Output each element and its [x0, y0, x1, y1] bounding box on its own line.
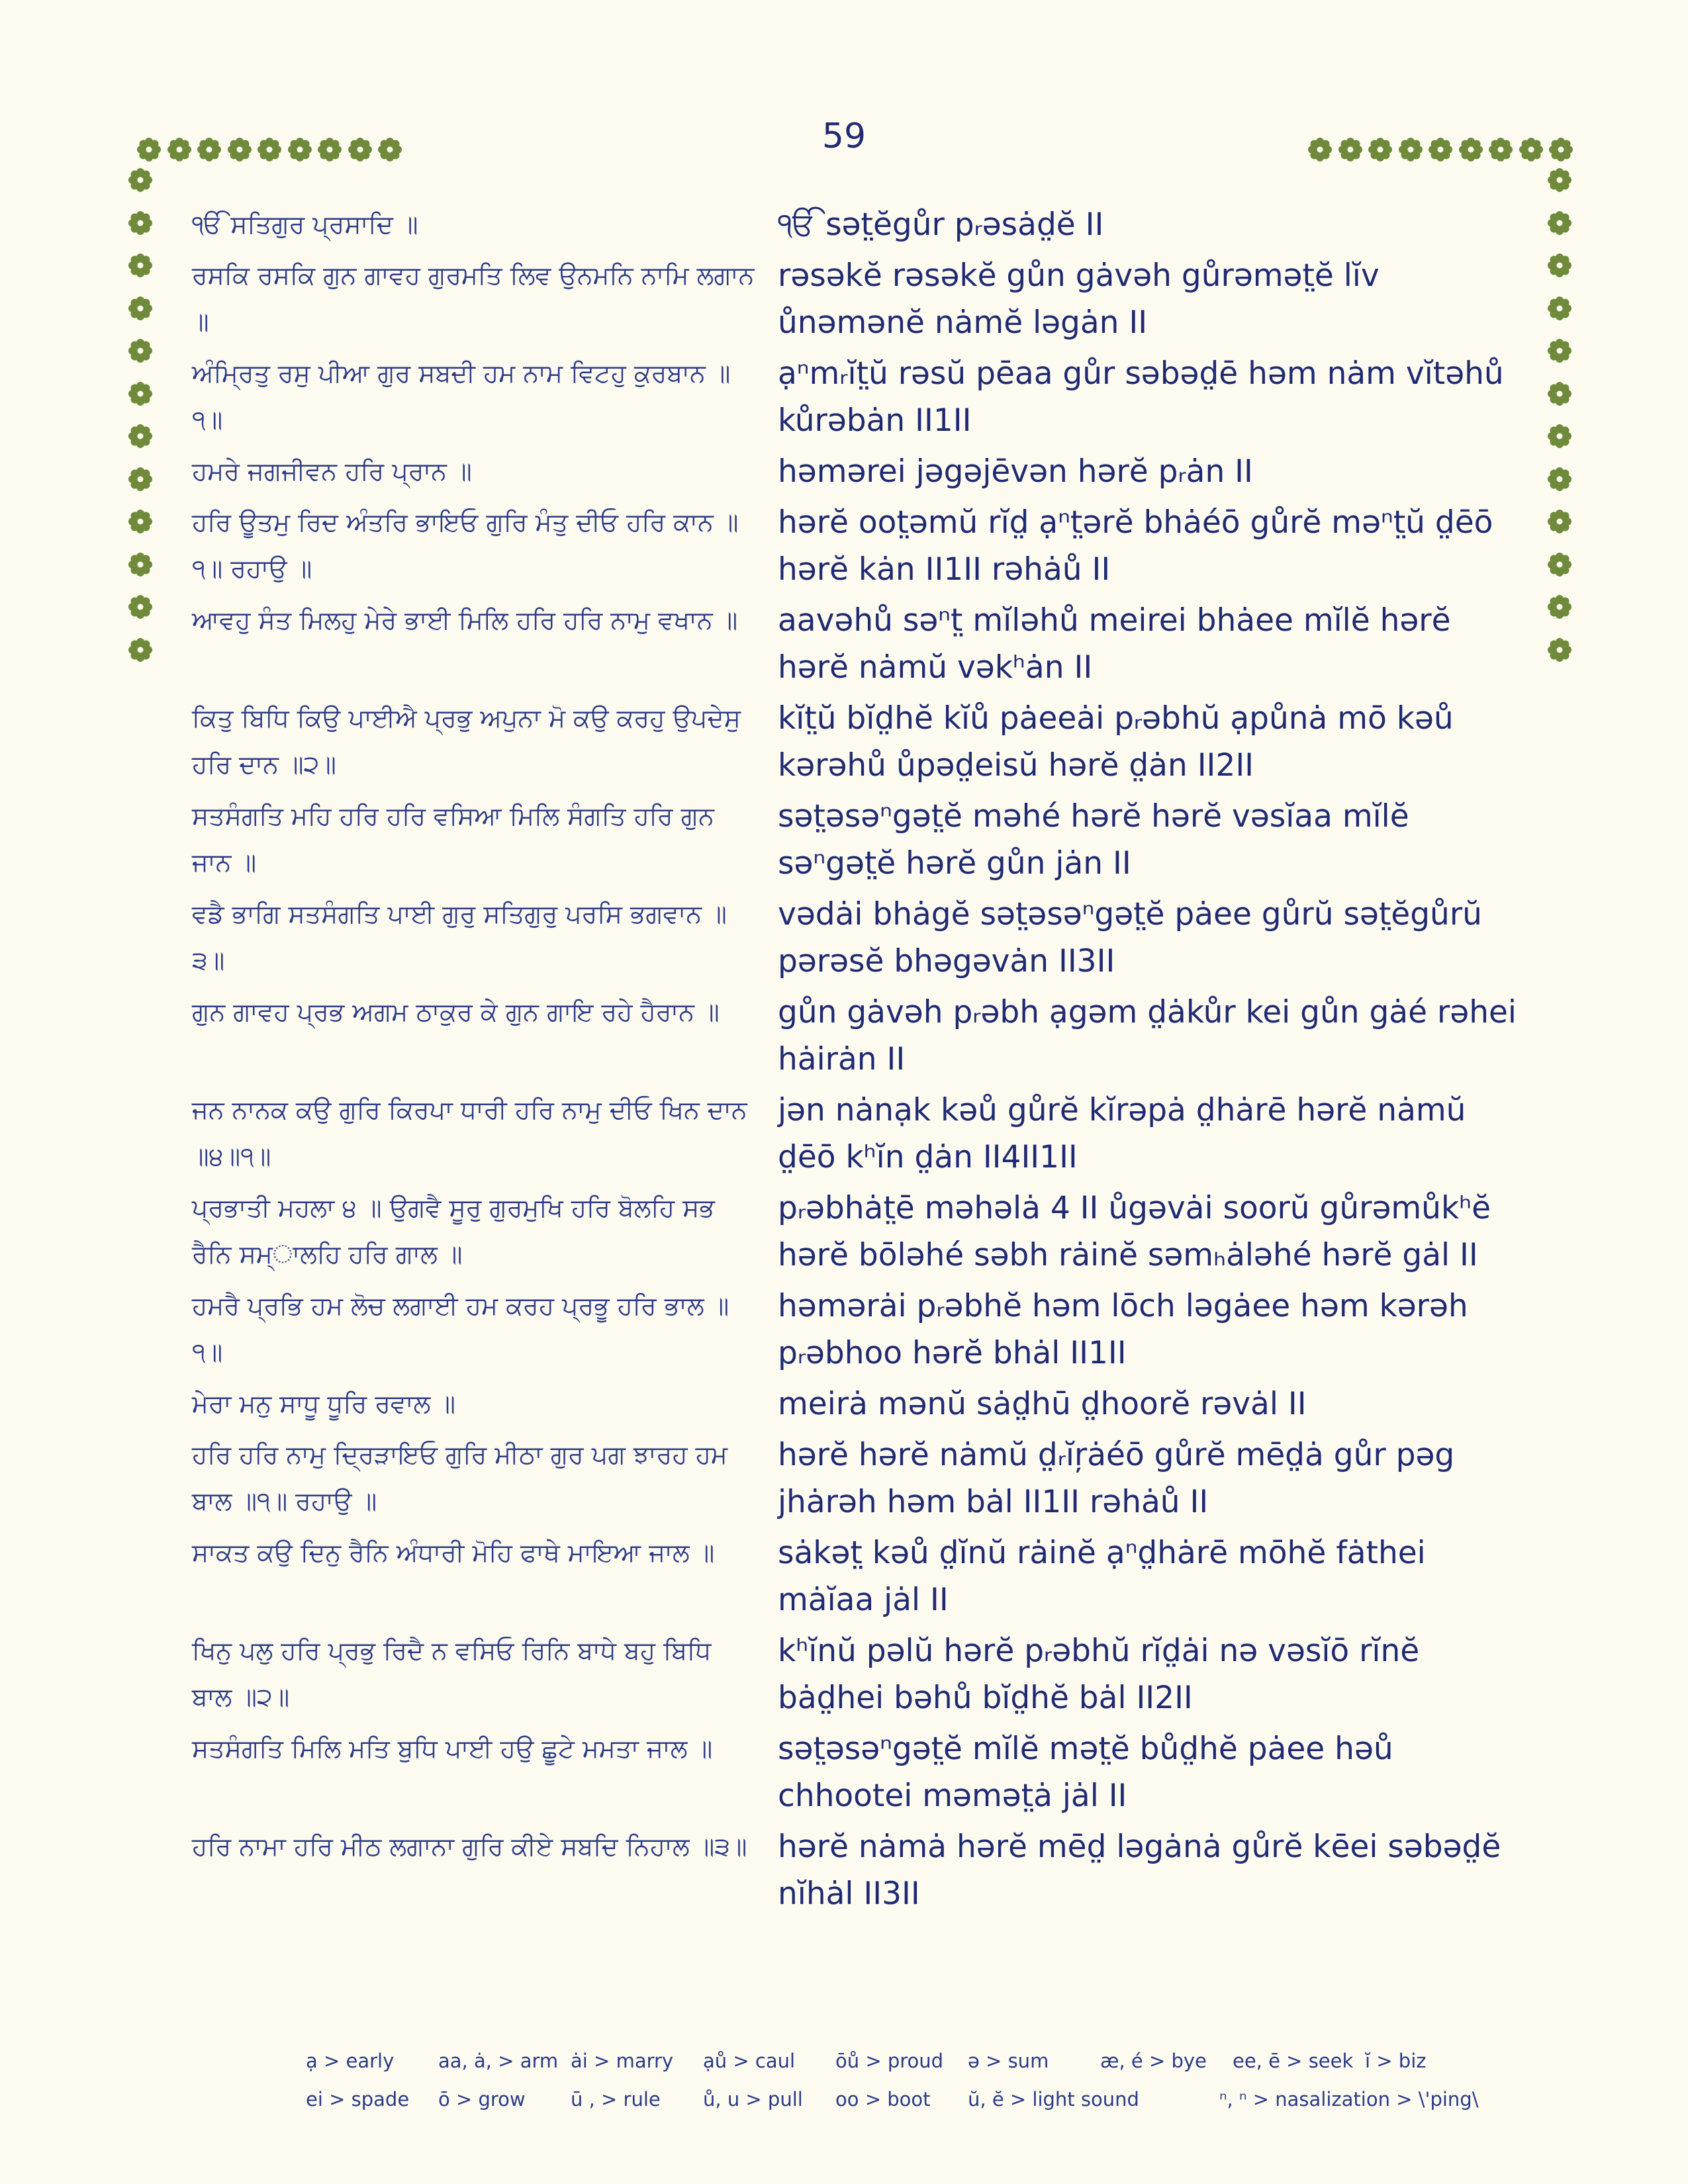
flower-icon — [195, 135, 224, 164]
flower-icon — [1336, 135, 1365, 164]
gurmukhi-text: ਹਮਰੈ ਪ੍ਰਭਿ ਹਮ ਲੋਚ ਲਗਾਈ ਹਮ ਕਰਹ ਪ੍ਰਭੂ ਹਰਿ ਭਾਲ ॥੧॥ — [192, 1291, 729, 1367]
transliteration-text: gůn gȧvəh pᵣəbh ạgəm d̤ȧkůr kei gůn gȧé rəhei hȧirȧn II — [778, 994, 1517, 1077]
flower-icon — [225, 135, 254, 164]
flower-icon — [315, 135, 344, 164]
gurmukhi-text: ਖਿਨੁ ਪਲੁ ਹਰਿ ਪ੍ਰਭੁ ਰਿਦੈ ਨ ਵਸਿਓ ਰਿਨਿ ਬਾਧੇ ਬਹੁ ਬਿਧਿ ਬਾਲ ॥੨॥ — [192, 1636, 720, 1711]
gurmukhi-text: ਹਮਰੇ ਜਗਜੀਵਨ ਹਰਿ ਪ੍ਰਾਨ ॥ — [192, 457, 472, 486]
verse-row — [192, 1185, 1529, 1279]
gurmukhi-text: ਹਰਿ ਨਾਮਾ ਹਰਿ ਮੀਠ ਲਗਾਨਾ ਗੁਰਿ ਕੀਏ ਸਬਦਿ ਨਿਹਾਲ ॥੩॥ — [192, 1832, 747, 1861]
gurmukhi-text: ਕਿਤੁ ਬਿਧਿ ਕਿਉ ਪਾਈਐ ਪ੍ਰਭੁ ਅਪੁਨਾ ਮੋ ਕਉ ਕਰਹੁ ਉਪਦੇਸੁ ਹਰਿ ਦਾਨ ॥੨॥ — [192, 704, 749, 779]
flower-icon — [134, 135, 164, 164]
transliteration-text: rəsəkĕ rəsəkĕ gůn gȧvəh gůrəmət̤ĕ lĭv ůnəmənĕ nȧmĕ ləgȧn II — [778, 257, 1380, 341]
verse-row — [192, 989, 1529, 1083]
flower-icon — [346, 135, 375, 164]
transliteration-text: kĭt̤ŭ bĭd̤hĕ kĭů pȧeeȧi pᵣəbhŭ ạpůnȧ mō kəů kərəhů ůpəd̤eisŭ hərĕ d̤ȧn II2II — [778, 700, 1454, 784]
flower-icon — [1545, 165, 1574, 195]
flower-icon — [1545, 379, 1574, 408]
gurmukhi-text: ੴ ਸਤਿਗੁਰ ਪ੍ਰਸਾਦਿ ॥ — [192, 210, 418, 239]
transliteration-text: sȧkət̤ kəů d̤ĭnŭ rȧinĕ ạⁿd̤hȧrē mōhĕ fȧthei mȧĭaa jȧl II — [778, 1535, 1426, 1618]
verse-row — [192, 1087, 1529, 1181]
flower-icon — [1517, 135, 1546, 164]
legend-item: ōů > proud — [835, 2050, 944, 2072]
legend-item: ei > spade — [306, 2088, 410, 2111]
legend-item: ⁿ, ⁿ > nasalization > \'ping\ — [1219, 2088, 1479, 2111]
verse-row — [192, 1432, 1529, 1525]
flower-icon — [1486, 135, 1515, 164]
flower-icon — [1545, 635, 1574, 664]
gurmukhi-text: ਹਰਿ ਹਰਿ ਨਾਮੁ ਦ੍ਰਿੜਾਇਓ ਗੁਰਿ ਮੀਠਾ ਗੁਰ ਪਗ ਝਾਰਹ ਹਮ ਬਾਲ ॥੧॥ ਰਹਾਉ ॥ — [192, 1440, 736, 1516]
flower-icon — [1545, 294, 1574, 323]
transliteration-text: həmərei jəgəjēvən hərĕ pᵣȧn II — [778, 453, 1253, 490]
verse-row — [192, 793, 1529, 887]
legend-item: ō > grow — [438, 2088, 526, 2111]
verse-row — [192, 1627, 1529, 1721]
flower-icon — [285, 135, 314, 164]
legend-item: ạ > early — [306, 2050, 395, 2072]
transliteration-text: jən nȧnạk kəů gůrĕ kĭrəpȧ d̤hȧrē hərĕ nȧmŭ d̤ēō kʰĭn d̤ȧn II4II1II — [778, 1092, 1466, 1175]
legend-row-1 — [306, 2042, 1497, 2080]
flower-icon — [126, 208, 155, 238]
verse-row — [192, 1283, 1529, 1377]
transliteration-text: ੴ sət̤ĕgůr pᵣəsȧd̤ĕ II — [778, 206, 1104, 243]
flower-icon — [126, 592, 155, 621]
gurmukhi-text: ਅੰਮ੍ਰਿਤੁ ਰਸੁ ਪੀਆ ਗੁਰ ਸਬਦੀ ਹਮ ਨਾਮ ਵਿਟਹੁ ਕੁਰਬਾਨ ॥੧॥ — [192, 359, 731, 434]
verse-row — [192, 597, 1529, 691]
transliteration-text: sət̤əsəⁿgət̤ĕ mĭlĕ mət̤ĕ bůd̤hĕ pȧee həů chhootei məmət̤ȧ jȧl II — [778, 1731, 1393, 1814]
flower-icon — [1396, 135, 1425, 164]
gurmukhi-text: ਰਸਕਿ ਰਸਕਿ ਗੁਨ ਗਾਵਹ ਗੁਰਮਤਿ ਲਿਵ ਉਨਮਨਿ ਨਾਮਿ ਲਗਾਨ ॥ — [192, 261, 763, 336]
gurmukhi-text: ਆਵਹੁ ਸੰਤ ਮਿਲਹੁ ਮੇਰੇ ਭਾਈ ਮਿਲਿ ਹਰਿ ਹਰਿ ਨਾਮੁ ਵਖਾਨ ॥ — [192, 606, 738, 635]
legend-item: ee, ē > seek — [1233, 2050, 1354, 2072]
flower-icon — [1456, 135, 1485, 164]
flower-icon — [126, 507, 155, 536]
verse-row — [192, 1529, 1529, 1623]
gurmukhi-text: ਸਤਸੰਗਤਿ ਮਿਲਿ ਮਤਿ ਬੁਧਿ ਪਾਈ ਹਉ ਛੂਟੇ ਮਮਤਾ ਜਾਲ ॥ — [192, 1734, 713, 1763]
flower-icon — [126, 379, 155, 408]
transliteration-text: meirȧ mənŭ sȧd̤hū d̤hoorĕ rəvȧl II — [778, 1386, 1307, 1422]
ornament-column-right — [1545, 165, 1574, 678]
gurmukhi-text: ਸਤਸੰਗਤਿ ਮਹਿ ਹਰਿ ਹਰਿ ਵਸਿਆ ਮਿਲਿ ਸੰਗਤਿ ਹਰਿ ਗੁਨ ਜਾਨ ॥ — [192, 801, 722, 877]
verse-list — [192, 201, 1529, 1921]
verse-row — [192, 448, 1529, 495]
flower-icon — [1545, 422, 1574, 451]
flower-icon — [126, 336, 155, 365]
flower-icon — [375, 135, 404, 164]
flower-icon — [126, 465, 155, 494]
verse-row — [192, 1381, 1529, 1428]
page-number: 59 — [821, 116, 867, 156]
transliteration-text: aavəhů səⁿt̤ mĭləhů meirei bhȧee mĭlĕ hərĕ hərĕ nȧmŭ vəkʰȧn II — [778, 602, 1451, 686]
verse-row — [192, 201, 1529, 248]
legend-item: oo > boot — [835, 2088, 931, 2111]
legend-item: ŭ, ĕ > light sound — [968, 2088, 1139, 2111]
verse-row — [192, 499, 1529, 593]
transliteration-text: kʰĭnŭ pəlŭ hərĕ pᵣəbhŭ rĭd̤ȧi nə vəsĭō rĭnĕ bȧd̤hei bəhů bĭd̤hĕ bȧl II2II — [778, 1633, 1420, 1716]
legend-item: ĭ > biz — [1365, 2050, 1427, 2072]
gurmukhi-text: ਹਰਿ ਊਤਮੁ ਰਿਦ ਅੰਤਰਿ ਭਾਇਓ ਗੁਰਿ ਮੰਤੁ ਦੀਓ ਹਰਿ ਕਾਨ ॥੧॥ ਰਹਾਉ ॥ — [192, 508, 739, 583]
gurmukhi-text: ਸਾਕਤ ਕਉ ਦਿਨੁ ਰੈਨਿ ਅੰਧਾਰੀ ਮੋਹਿ ਫਾਥੇ ਮਾਇਆ ਜਾਲ ॥ — [192, 1538, 715, 1567]
legend-item: ů, u > pull — [703, 2088, 803, 2111]
transliteration-text: ạⁿmᵣĭt̤ŭ rəsŭ pēaa gůr səbəd̤ē həm nȧm vĭtəhů kůrəbȧn II1II — [778, 355, 1504, 439]
verse-row — [192, 252, 1529, 346]
gurmukhi-text: ਵਡੈ ਭਾਗਿ ਸਤਸੰਗਤਿ ਪਾਈ ਗੁਰੁ ਸਤਿਗੁਰੁ ਪਰਸਿ ਭਗਵਾਨ ॥੩॥ — [192, 899, 727, 975]
transliteration-text: hərĕ nȧmȧ hərĕ mēd̤ ləgȧnȧ gůrĕ kēei səbəd̤ĕ nĭhȧl II3II — [778, 1829, 1501, 1912]
flower-icon — [1545, 251, 1574, 280]
legend-item: ạů > caul — [703, 2050, 796, 2072]
transliteration-text: hərĕ oot̤əmŭ rĭd̤ ạⁿt̤ərĕ bhȧéō gůrĕ məⁿt̤ŭ d̤ēō hərĕ kȧn II1II rəhȧů II — [778, 504, 1493, 588]
gurmukhi-text: ਜਨ ਨਾਨਕ ਕਉ ਗੁਰਿ ਕਿਰਪਾ ਧਾਰੀ ਹਰਿ ਨਾਮੁ ਦੀਓ ਖਿਨ ਦਾਨ ॥੪॥੧॥ — [192, 1095, 755, 1171]
legend-item: ū , > rule — [571, 2088, 661, 2111]
verse-row — [192, 891, 1529, 985]
ornament-row-left — [134, 135, 406, 164]
flower-icon — [165, 135, 194, 164]
flower-icon — [1366, 135, 1395, 164]
verse-row — [192, 1725, 1529, 1819]
flower-icon — [1546, 135, 1575, 164]
legend-item: æ, é > bye — [1100, 2050, 1207, 2072]
legend-item: ə > sum — [968, 2050, 1049, 2072]
legend-item: ȧi > marry — [571, 2050, 674, 2072]
ornament-column-left — [126, 165, 155, 678]
transliteration-text: sət̤əsəⁿgət̤ĕ məhé hərĕ hərĕ vəsĭaa mĭlĕ səⁿgət̤ĕ hərĕ gůn jȧn II — [778, 798, 1409, 882]
flower-icon — [126, 422, 155, 451]
gurmukhi-text: ਮੇਰਾ ਮਨੁ ਸਾਧੂ ਧੂਰਿ ਰਵਾਲ ॥ — [192, 1389, 455, 1418]
transliteration-text: hərĕ hərĕ nȧmŭ d̤ᵣĭŗȧéō gůrĕ mēd̤ȧ gůr pəg jhȧrəh həm bȧl II1II rəhȧů II — [778, 1437, 1455, 1520]
transliteration-text: vədȧi bhȧgĕ sət̤əsəⁿgət̤ĕ pȧee gůrŭ sət̤ĕgůrŭ pərəsĕ bhəgəvȧn II3II — [778, 896, 1482, 979]
transliteration-text: həmərȧi pᵣəbhĕ həm lōch ləgȧee həm kərəh pᵣəbhoo hərĕ bhȧl II1II — [778, 1288, 1468, 1371]
ornament-row-right — [1305, 135, 1577, 164]
flower-icon — [126, 635, 155, 664]
legend-item: aa, ȧ, > arm — [438, 2050, 559, 2072]
flower-icon — [1545, 507, 1574, 536]
verse-row — [192, 695, 1529, 789]
verse-row — [192, 1823, 1529, 1917]
flower-icon — [1545, 592, 1574, 621]
flower-icon — [1305, 135, 1335, 164]
flower-icon — [126, 165, 155, 195]
legend-row-2 — [306, 2080, 1497, 2118]
transliteration-text: pᵣəbhȧt̤ē məhəlȧ 4 II ůgəvȧi soorŭ gůrəmůkʰĕ hərĕ bōləhé səbh rȧinĕ səmₕȧləhé hərĕ gȧl II — [778, 1190, 1491, 1273]
verse-row — [192, 350, 1529, 444]
flower-icon — [1545, 550, 1574, 579]
pronunciation-legend — [306, 2042, 1497, 2118]
flower-icon — [1426, 135, 1455, 164]
flower-icon — [255, 135, 284, 164]
flower-icon — [1545, 336, 1574, 365]
flower-icon — [1545, 208, 1574, 238]
flower-icon — [126, 251, 155, 280]
gurmukhi-text: ਪ੍ਰਭਾਤੀ ਮਹਲਾ ੪ ॥ ਉਗਵੈ ਸੂਰੁ ਗੁਰਮੁਖਿ ਹਰਿ ਬੋਲਹਿ ਸਭ ਰੈਨਿ ਸਮ੍ਾਲਹਿ ਹਰਿ ਗਾਲ ॥ — [192, 1193, 723, 1269]
flower-icon — [1545, 465, 1574, 494]
gurmukhi-text: ਗੁਨ ਗਾਵਹ ਪ੍ਰਭ ਅਗਮ ਠਾਕੁਰ ਕੇ ਗੁਨ ਗਾਇ ਰਹੇ ਹੈਰਾਨ ॥ — [192, 997, 720, 1026]
flower-icon — [126, 294, 155, 323]
flower-icon — [126, 550, 155, 579]
